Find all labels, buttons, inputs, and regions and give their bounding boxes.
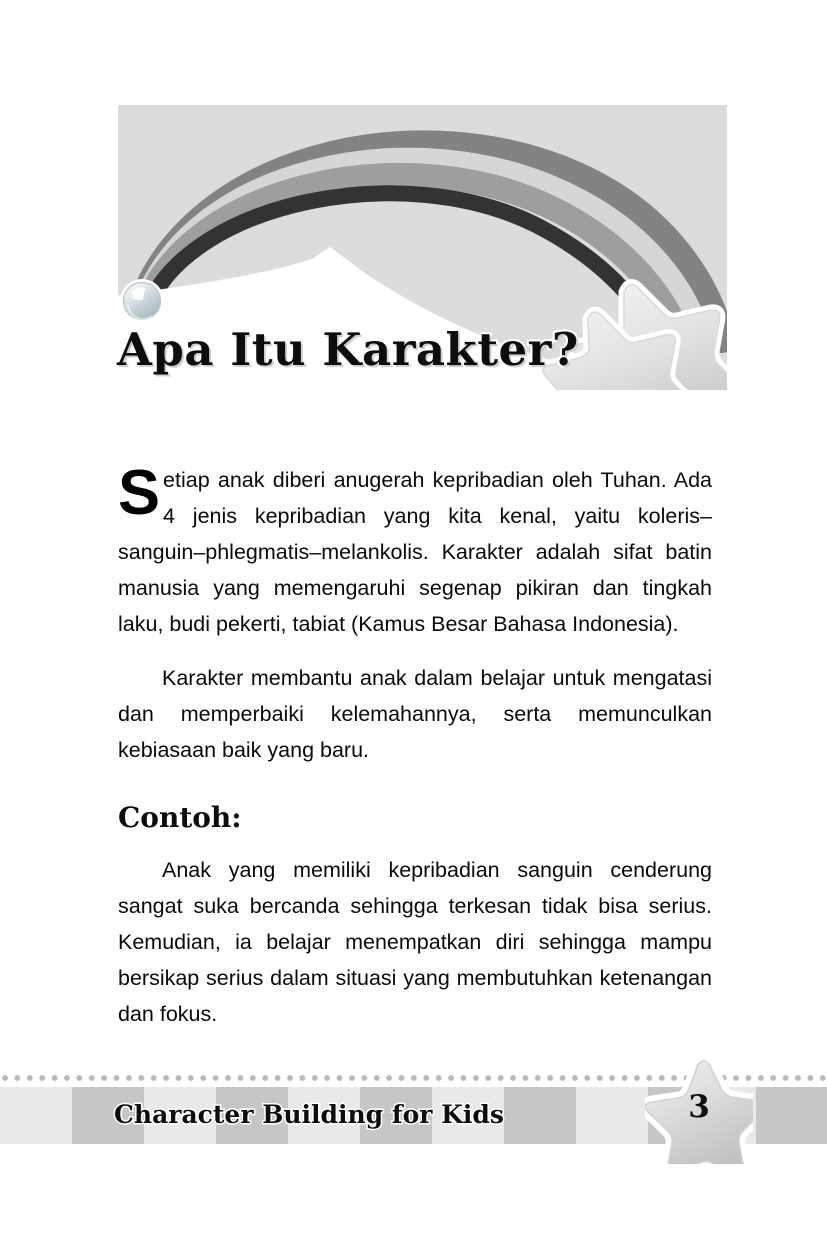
paragraph-1 [118, 458, 712, 642]
body-text-column [118, 458, 712, 768]
drop-cap: S [118, 458, 161, 528]
page-title: Apa Itu Karakter? [117, 323, 579, 376]
glossy-bead [120, 279, 164, 323]
paragraph-2: Karakter membantu anak dalam belajar untuk mengatasi dan memperbaiki kelemahannya, serta memunculkan kebiasaan baik yang baru. [118, 666, 712, 762]
paragraph-3: Anak yang memiliki kepribadian sanguin cenderung sangat suka bercanda sehingga terkesan tidak bisa serius. Kemudian, ia belajar menempatkan diri sehingga mampu bersikap serius dalam situasi yang membutuhkan ketenangan dan fokus. [118, 858, 712, 1026]
page-footer [0, 1072, 827, 1192]
page-number: 3 [688, 1089, 710, 1125]
example-text-column [118, 852, 712, 1032]
section-heading-contoh: Contoh: [118, 801, 242, 834]
paragraph-1-text: etiap anak diberi anugerah kepribadian oleh Tuhan. Ada 4 jenis kepribadian yang kita kenal, yaitu koleris–sanguin–phlegmatis–melankolis. Karakter adalah sifat batin manusia yang memengaruhi segenap pikiran dan tingkah laku, budi pekerti, tabiat (Kamus Besar Bahasa Indonesia). [118, 468, 712, 636]
footer-book-title: Character Building for Kids [114, 1100, 504, 1129]
